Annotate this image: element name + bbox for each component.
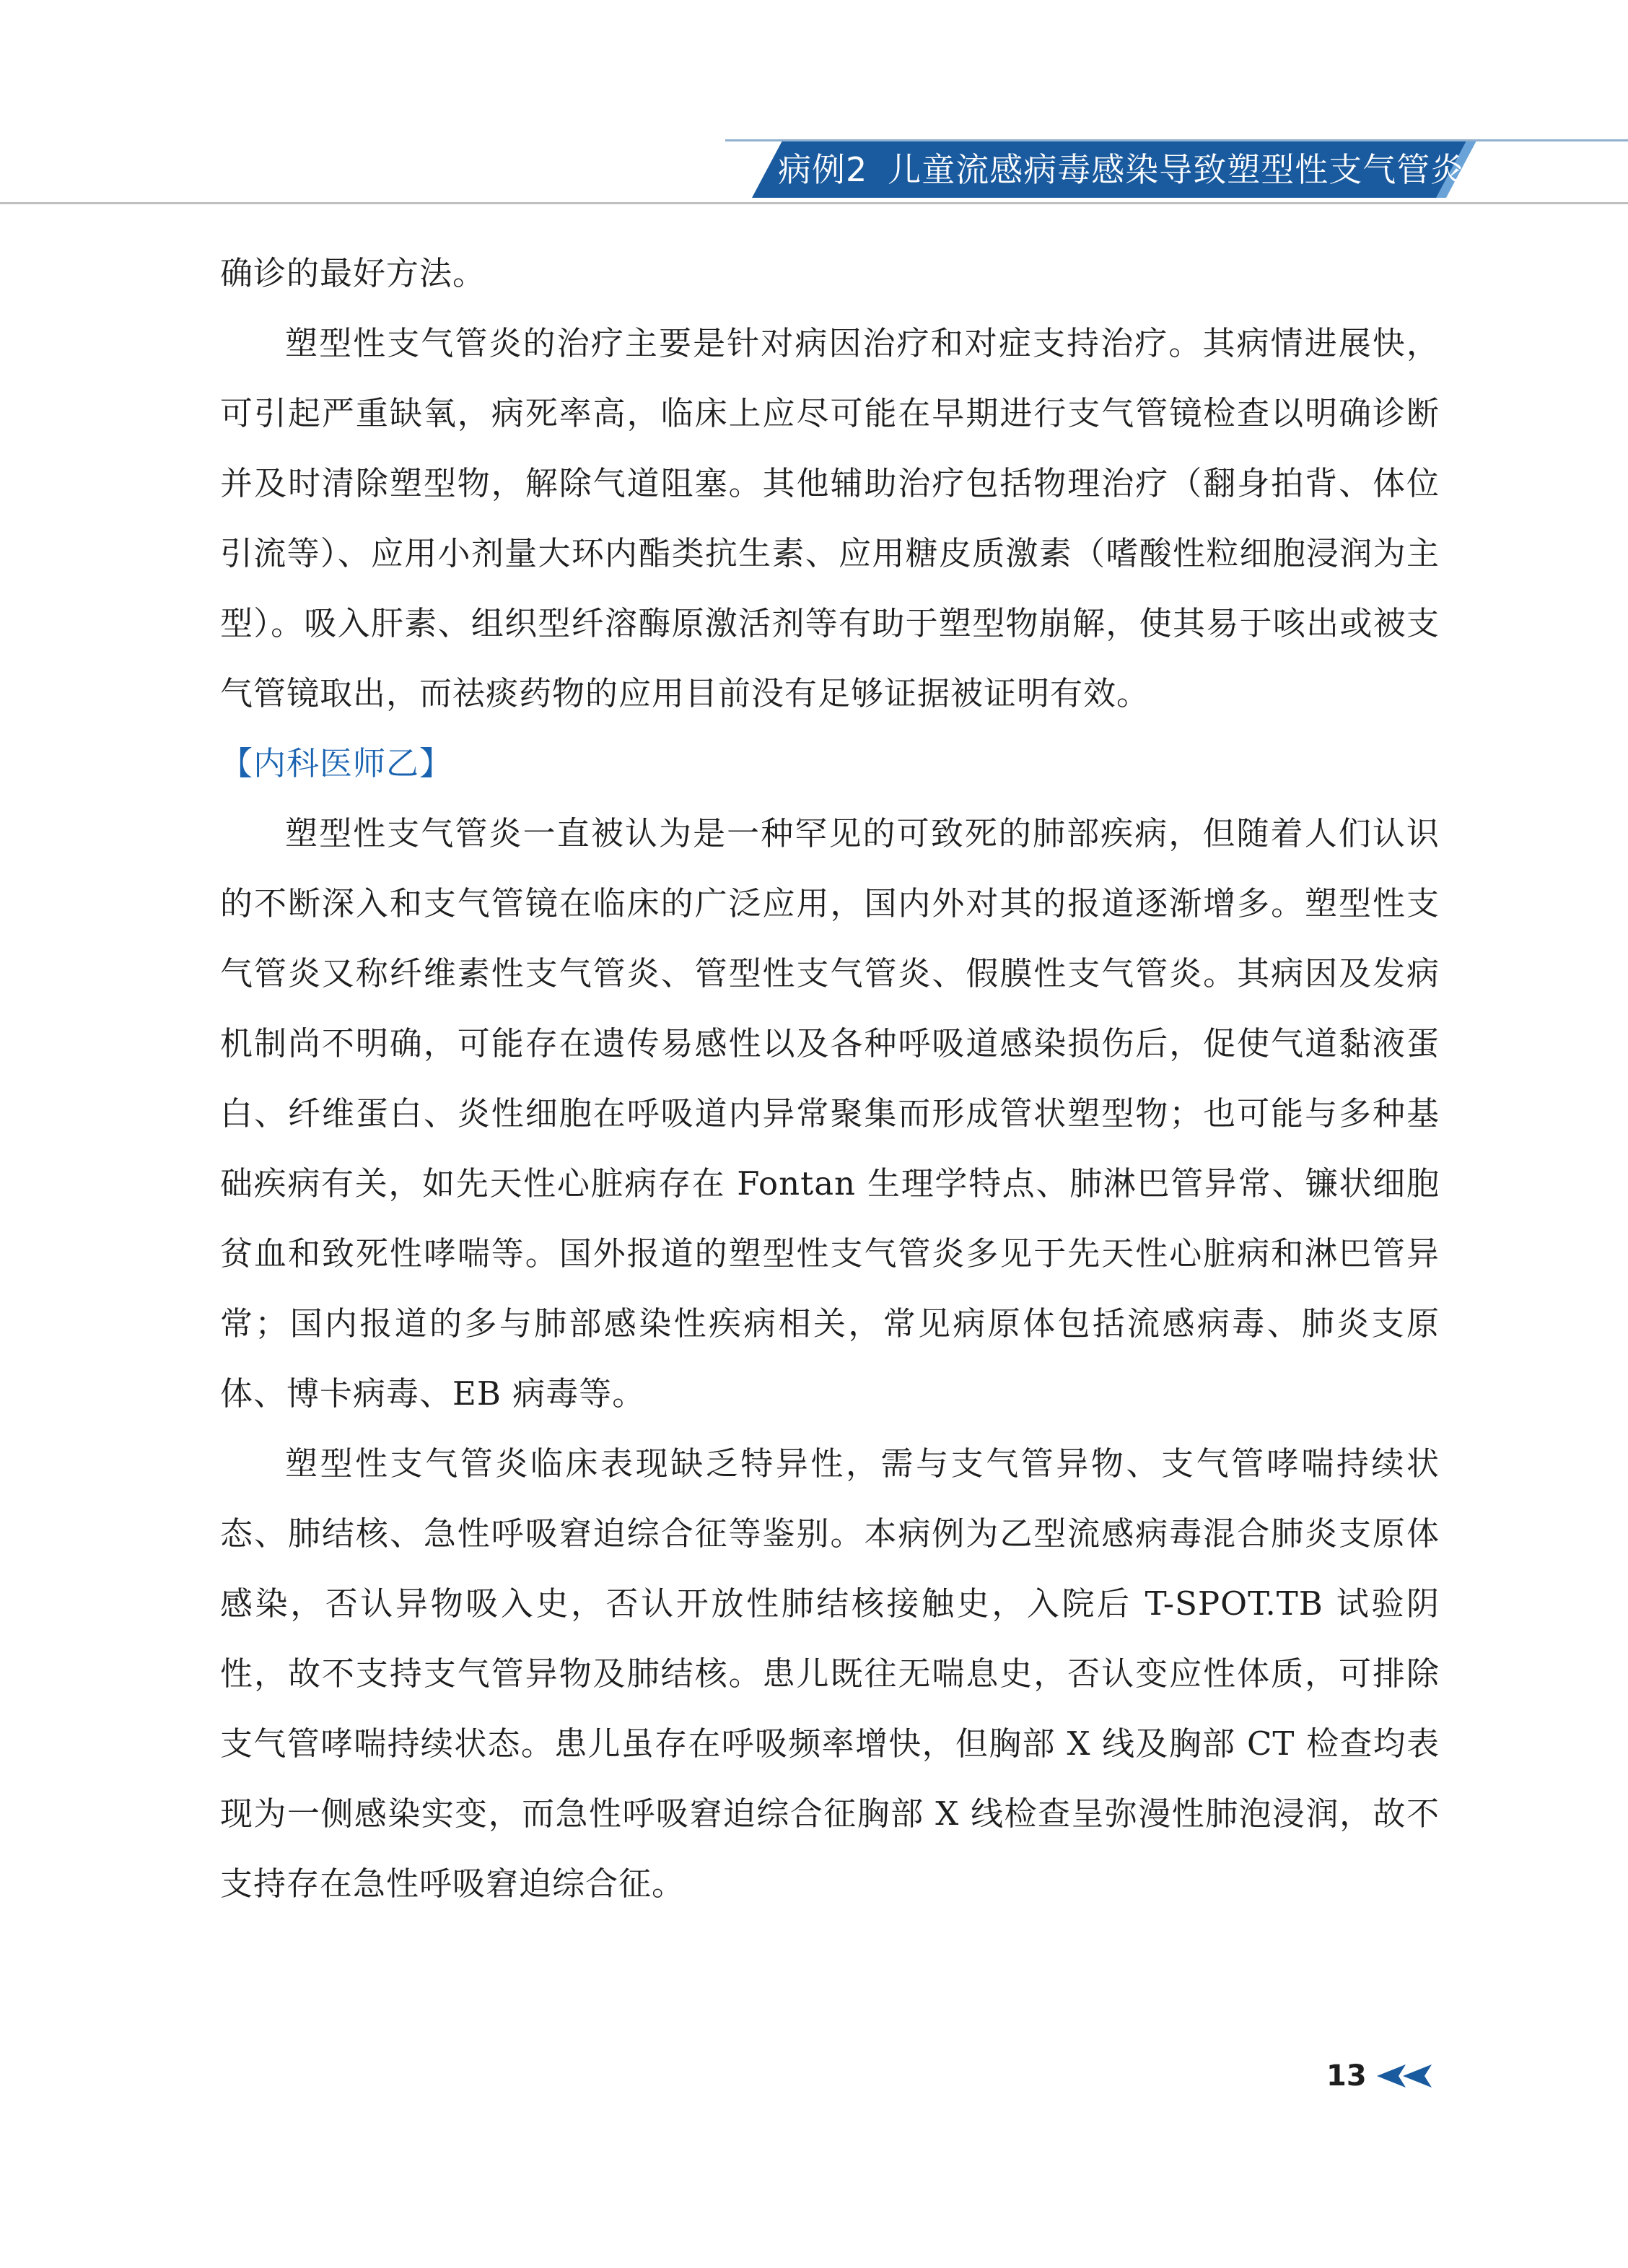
double-left-arrow-icon <box>1377 2062 1435 2090</box>
page-body <box>220 238 1440 1919</box>
paragraph-treatment: 塑型性支气管炎的治疗主要是针对病因治疗和对症支持治疗。其病情进展快，可引起严重缺氧，病死率高，临床上应尽可能在早期进行支气管镜检查以明确诊断并及时清除塑型物，解除气道阻塞。其他辅助治疗包括物理治疗（翻身拍背、体位引流等）、应用小剂量大环内酯类抗生素、应用糖皮质激素（嗜酸性粒细胞浸润为主型）。吸入肝素、组织型纤溶酶原激活剂等有助于塑型物崩解，使其易于咳出或被支气管镜取出，而祛痰药物的应用目前没有足够证据被证明有效。 <box>220 324 1440 712</box>
paragraph-differential: 塑型性支气管炎临床表现缺乏特异性，需与支气管异物、支气管哮喘持续状态、肺结核、急性呼吸窘迫综合征等鉴别。本病例为乙型流感病毒混合肺炎支原体感染，否认异物吸入史，否认开放性肺结核接触史，入院后 T-SPOT.TB 试验阴性，故不支持支气管异物及肺结核。患儿既往无喘息史，否认变应性体质，可排除支气管哮喘持续状态。患儿虽存在呼吸频率增快，但胸部 X 线及胸部 CT 检查均表现为一侧感染实变，而急性呼吸窘迫综合征胸部 X 线检查呈弥漫性肺泡浸润，故不支持存在急性呼吸窘迫综合征。 <box>220 1444 1440 1903</box>
section-heading: 【内科医师乙】 <box>220 744 453 782</box>
header-title: 儿童流感病毒感染导致塑型性支气管炎 <box>888 150 1465 189</box>
page-number: 13 <box>1326 2059 1367 2093</box>
header-rule-bottom <box>0 202 1628 204</box>
paragraph-continuation: 确诊的最好方法。 <box>220 254 486 292</box>
header-case-number: 病例2 <box>778 150 868 189</box>
running-header <box>778 141 1464 198</box>
paragraph-etiology: 塑型性支气管炎一直被认为是一种罕见的可致死的肺部疾病，但随着人们认识的不断深入和支气管镜在临床的广泛应用，国内外对其的报道逐渐增多。塑型性支气管炎又称纤维素性支气管炎、管型性支气管炎、假膜性支气管炎。其病因及发病机制尚不明确，可能存在遗传易感性以及各种呼吸道感染损伤后，促使气道黏液蛋白、纤维蛋白、炎性细胞在呼吸道内异常聚集而形成管状塑型物；也可能与多种基础疾病有关，如先天性心脏病存在 Fontan 生理学特点、肺淋巴管异常、镰状细胞贫血和致死性哮喘等。国外报道的塑型性支气管炎多见于先天性心脏病和淋巴管异常；国内报道的多与肺部感染性疾病相关，常见病原体包括流感病毒、肺炎支原体、博卡病毒、EB 病毒等。 <box>220 814 1440 1413</box>
